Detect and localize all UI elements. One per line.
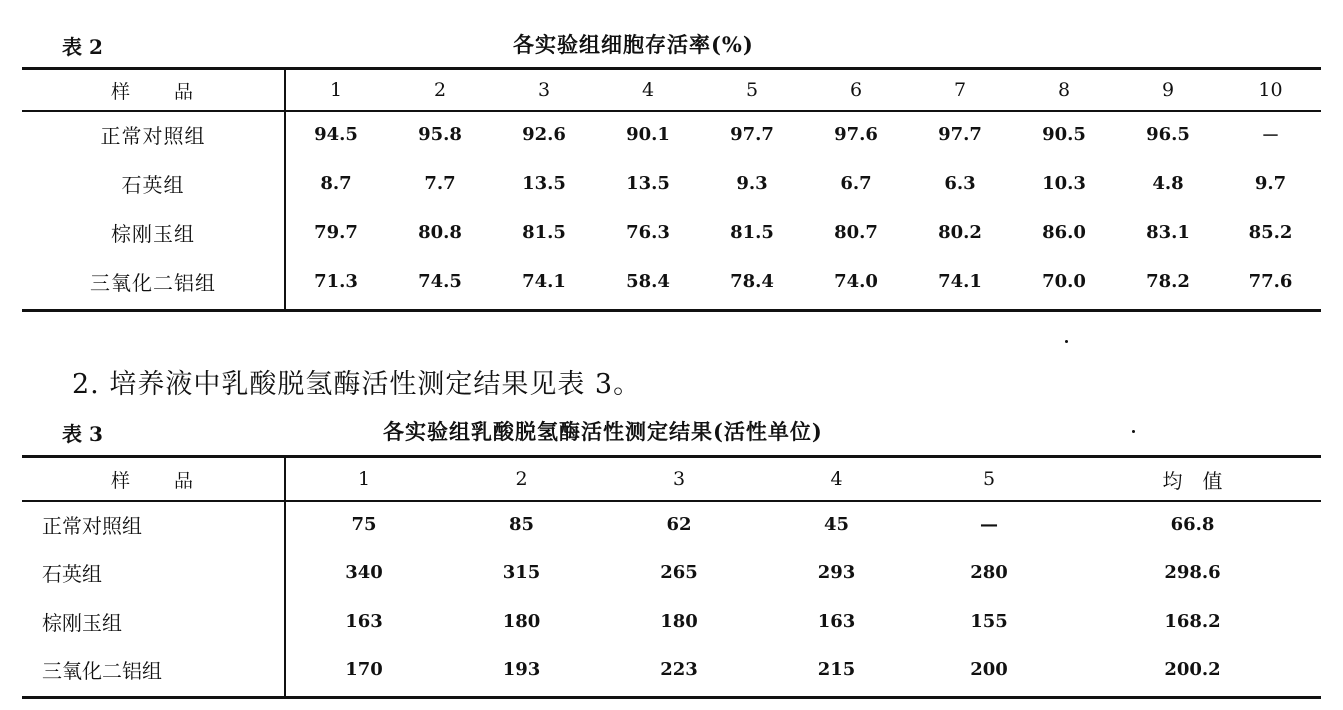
row-label: 棕刚玉组 <box>42 610 122 635</box>
table-cell: 163 <box>345 610 383 632</box>
table-cell: 200.2 <box>1164 659 1221 681</box>
table-cell: — <box>980 513 998 535</box>
table-cell: 315 <box>502 562 541 584</box>
table2-col-header: 8 <box>1057 79 1071 101</box>
table-cell: 62 <box>666 513 692 535</box>
table-cell: 13.5 <box>626 173 670 194</box>
table-row <box>22 110 1321 159</box>
stray-dot <box>1132 430 1135 433</box>
table2-title: 各实验组细胞存活率(%) <box>513 32 754 57</box>
table-cell: 155 <box>970 610 1008 632</box>
table-cell: 95.8 <box>418 124 462 145</box>
table2-header-row <box>22 70 1321 110</box>
table2-label: 表 2 <box>62 35 103 59</box>
table-cell: 77.6 <box>1248 271 1293 292</box>
stray-dot <box>1065 340 1068 343</box>
table-cell: 170 <box>345 659 383 681</box>
table-cell: 180 <box>660 610 698 632</box>
table2-col-header: 3 <box>537 79 551 101</box>
table-row <box>22 597 1321 646</box>
table3-header-row <box>22 458 1321 500</box>
table2-col-header: 10 <box>1258 79 1283 101</box>
table-cell: 97.7 <box>938 124 982 145</box>
table-row <box>22 646 1321 695</box>
table-cell: 80.7 <box>834 222 878 243</box>
table-cell: 74.0 <box>834 271 878 292</box>
table-row <box>22 500 1321 549</box>
table-cell: 97.6 <box>834 124 878 145</box>
table-row <box>22 208 1321 257</box>
row-label: 正常对照组 <box>42 513 142 538</box>
table-cell: 74.1 <box>522 271 566 292</box>
table-cell: 70.0 <box>1042 271 1086 292</box>
table3-col-header: 3 <box>672 468 686 490</box>
table-cell: 94.5 <box>314 124 358 145</box>
table-cell: 66.8 <box>1170 513 1215 535</box>
row-label: 棕刚玉组 <box>111 222 195 246</box>
table2 <box>22 70 1321 306</box>
table-cell: 85 <box>508 513 535 535</box>
table-cell: 7.7 <box>424 173 456 194</box>
table-cell: 215 <box>817 659 856 681</box>
table-cell: 81.5 <box>522 222 566 243</box>
table3-bottom-rule <box>22 696 1321 699</box>
table-cell: 9.3 <box>736 173 768 194</box>
table2-bottom-rule <box>22 309 1321 312</box>
table3-col-header: 5 <box>982 468 996 490</box>
row-label: 石英组 <box>121 173 185 197</box>
table3-col-header: 1 <box>357 468 371 490</box>
table2-col-header: 5 <box>745 79 759 101</box>
table-cell: 74.1 <box>938 271 982 292</box>
table-cell: 4.8 <box>1152 173 1184 194</box>
table2-col-header: 7 <box>953 79 967 101</box>
table-cell: 96.5 <box>1146 124 1190 145</box>
table3 <box>22 458 1321 694</box>
table-cell: 86.0 <box>1042 222 1086 243</box>
table-cell: 85.2 <box>1248 222 1293 243</box>
table-row <box>22 159 1321 208</box>
table-cell: 74.5 <box>418 271 462 292</box>
table3-col-header: 均 值 <box>1162 468 1223 493</box>
table-cell: 58.4 <box>626 271 670 292</box>
table-cell: 8.7 <box>320 173 352 194</box>
table-cell: 265 <box>660 562 698 584</box>
table3-header-sample: 样 品 <box>110 469 195 492</box>
table-cell: 90.1 <box>626 124 670 145</box>
table-cell: 180 <box>502 610 541 632</box>
table-cell: 163 <box>817 610 856 632</box>
table-cell: 83.1 <box>1146 222 1190 243</box>
table-cell: 293 <box>817 562 856 584</box>
table-cell: 92.6 <box>522 124 566 145</box>
row-label: 三氧化二铝组 <box>90 271 216 295</box>
table-cell: 78.4 <box>730 271 774 292</box>
table-cell: 76.3 <box>626 222 670 243</box>
table2-col-header: 1 <box>329 79 343 101</box>
table-row <box>22 549 1321 598</box>
table-cell: 9.7 <box>1254 173 1287 194</box>
table-cell: 6.3 <box>944 173 976 194</box>
table-cell: 90.5 <box>1042 124 1086 145</box>
table-cell: 200 <box>970 659 1008 681</box>
table3-col-header: 4 <box>830 468 843 490</box>
table3-col-header: 2 <box>515 468 528 490</box>
body-paragraph: 2. 培养液中乳酸脱氢酶活性测定结果见表 3。 <box>72 369 642 400</box>
table-cell: 193 <box>502 659 541 681</box>
table-cell: 6.7 <box>840 173 872 194</box>
table2-col-header: 9 <box>1161 79 1175 101</box>
table-cell: 298.6 <box>1164 562 1221 584</box>
table-cell: 45 <box>823 513 850 535</box>
table-cell: 81.5 <box>730 222 774 243</box>
table-cell: － <box>1261 125 1280 147</box>
table-cell: 80.8 <box>418 222 462 243</box>
table2-col-header: 6 <box>849 79 863 101</box>
table-row <box>22 257 1321 306</box>
table-cell: 340 <box>345 562 383 584</box>
table-cell: 78.2 <box>1146 271 1190 292</box>
table-cell: 71.3 <box>314 271 358 292</box>
table-cell: 168.2 <box>1164 610 1221 632</box>
table3-title: 各实验组乳酸脱氢酶活性测定结果(活性单位) <box>383 419 823 444</box>
table-cell: 79.7 <box>314 222 358 243</box>
row-label: 正常对照组 <box>100 124 206 148</box>
table-cell: 97.7 <box>730 124 774 145</box>
table3-label: 表 3 <box>62 422 103 446</box>
table-cell: 75 <box>351 513 377 535</box>
row-label: 三氧化二铝组 <box>42 659 162 684</box>
table-cell: 280 <box>970 562 1008 584</box>
table-cell: 13.5 <box>522 173 566 194</box>
table-cell: 223 <box>660 659 698 681</box>
row-label: 石英组 <box>42 562 102 587</box>
table2-col-header: 2 <box>433 79 447 101</box>
table-cell: 80.2 <box>938 222 982 243</box>
table2-header-sample: 样 品 <box>110 80 195 103</box>
table-cell: 10.3 <box>1042 173 1086 194</box>
table2-col-header: 4 <box>641 79 655 101</box>
